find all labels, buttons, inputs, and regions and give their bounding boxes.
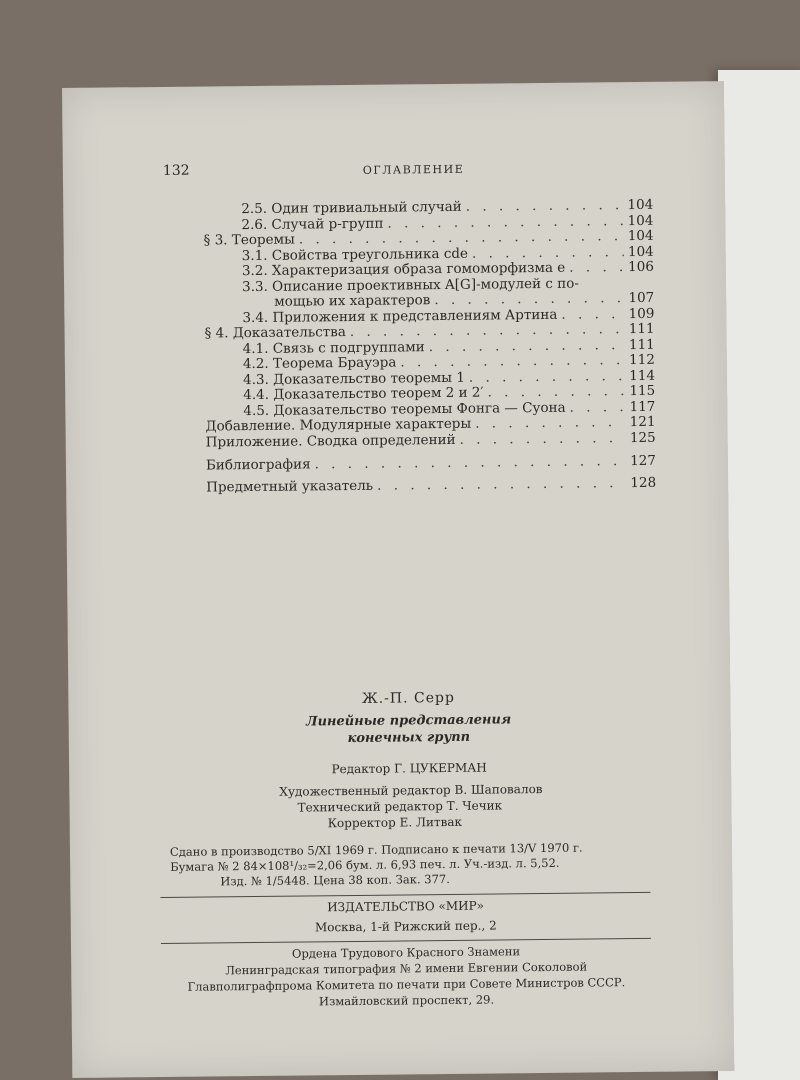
publisher-name: ИЗДАТЕЛЬСТВО «МИР» <box>327 898 485 915</box>
pub-line: Сдано в производство 5/XI 1969 г. Подписано к печати 13/V 1970 г. <box>169 840 583 859</box>
printer-line: Измайловский проспект, 29. <box>318 992 495 1009</box>
table-of-contents <box>203 198 656 496</box>
page-title: ОГЛАВЛЕНИЕ <box>362 162 465 177</box>
toc-leader-dots <box>377 476 626 494</box>
toc-entry-title: 4.1. Связь с подгруппами <box>242 338 425 357</box>
toc-entry <box>206 454 656 474</box>
toc-entry-page: 104 <box>627 212 654 229</box>
printer-line: Главполиграфпрома Комитета по печати при Совете Министров СССР. <box>187 975 626 994</box>
toc-entry-title: Добавление. Модулярные характеры <box>205 415 472 435</box>
page-header <box>162 159 583 179</box>
toc-entry-page: 128 <box>630 474 657 491</box>
toc-entry-title: 3.1. Свойства треугольника cde <box>241 245 469 264</box>
toc-entry-title: 2.6. Случай p-групп <box>241 215 384 233</box>
toc-leader-dots <box>475 415 626 432</box>
page-number: 132 <box>162 162 190 179</box>
art-editor: Художественный редактор В. Шаповалов <box>279 782 543 799</box>
toc-entry-page: 107 <box>628 289 655 307</box>
toc-entry-title: Библиография <box>205 456 311 474</box>
toc-leader-dots <box>570 400 626 416</box>
tech-editor: Технический редактор Т. Чечик <box>297 798 503 815</box>
toc-entry-page: 115 <box>629 382 656 400</box>
toc-entry-page: 111 <box>628 336 655 353</box>
toc-entry-title: 3.3. Описание проективных A[G]-модулей с по- <box>242 275 579 295</box>
imprint <box>158 688 660 890</box>
toc-entry-title: § 4. Доказательства <box>204 324 346 342</box>
printer-line: Ордена Трудового Красного Знамени <box>291 944 521 961</box>
toc-entry-title: мощью их характеров <box>274 292 431 310</box>
toc-entry-page: 112 <box>629 351 655 369</box>
publisher-address: Москва, 1-й Рижский пер., 2 <box>314 918 497 935</box>
toc-entry-title: 4.2. Теорема Брауэра <box>242 354 397 373</box>
toc-entry-title: § 3. Теоремы <box>203 231 295 249</box>
book-title-line: Линейные представления <box>305 712 512 730</box>
book-title <box>159 710 659 749</box>
publisher-block <box>160 894 650 939</box>
toc-entry-page: 104 <box>627 196 654 214</box>
toc-entry-title: Приложение. Сводка определений <box>205 431 456 451</box>
toc-leader-dots <box>561 307 624 323</box>
credits <box>159 780 659 833</box>
pub-line: Изд. № 1/5448. Цена 38 коп. Зак. 377. <box>220 871 450 889</box>
toc-entry-page: 117 <box>629 398 656 415</box>
toc-leader-dots <box>487 384 625 401</box>
printer-block <box>161 942 652 1011</box>
toc-entry-page: 127 <box>630 452 657 470</box>
author: Ж.-П. Серр <box>361 689 455 707</box>
toc-leader-dots <box>569 260 624 276</box>
toc-entry-title: 4.4. Доказательство теорем 2 и 2′ <box>243 384 484 404</box>
toc-entry-title: 2.5. Один тривиальный случай <box>241 198 462 218</box>
printer-line: Ленинградская типография № 2 имени Евгении Соколовой <box>225 959 588 978</box>
editor: Редактор Г. ЦУКЕРМАН <box>331 760 487 777</box>
toc-entry-page: 106 <box>628 258 654 276</box>
toc-entry-page: 104 <box>627 227 654 245</box>
toc-entry-title: 4.3. Доказательство теоремы 1 <box>242 369 465 388</box>
toc-entry-page: 104 <box>627 243 654 260</box>
toc-entry-title: Предметный указатель <box>206 477 374 496</box>
toc-leader-dots <box>466 198 624 215</box>
book-page <box>62 81 734 1078</box>
toc-leader-dots <box>314 454 626 473</box>
publication-details <box>160 840 660 890</box>
toc-leader-dots <box>459 431 626 448</box>
toc-entry <box>206 475 656 495</box>
toc-entry-title: 4.5. Доказательство теоремы Фонга — Суона <box>243 399 566 419</box>
toc-entry-page: 111 <box>628 320 655 338</box>
toc-entry-title: 3.4. Приложения к представлениям Артина <box>242 306 558 326</box>
proofreader: Корректор Е. Литвак <box>327 814 463 831</box>
pub-line: Бумага № 2 84×108¹/₃₂=2,06 бум. л. 6,93 печ. л. Уч.-изд. л. 5,52. <box>170 855 560 874</box>
toc-leader-dots <box>469 369 626 386</box>
book-title-line: конечных групп <box>347 729 471 747</box>
toc-entry <box>206 430 656 450</box>
toc-entry-title: 3.2. Характеризация образа гомоморфизма e <box>241 259 566 280</box>
toc-entry-page: 109 <box>628 305 655 322</box>
toc-entry-page: 125 <box>629 429 656 446</box>
toc-entry-page: 121 <box>629 413 656 431</box>
toc-entry-page: 114 <box>629 367 656 384</box>
